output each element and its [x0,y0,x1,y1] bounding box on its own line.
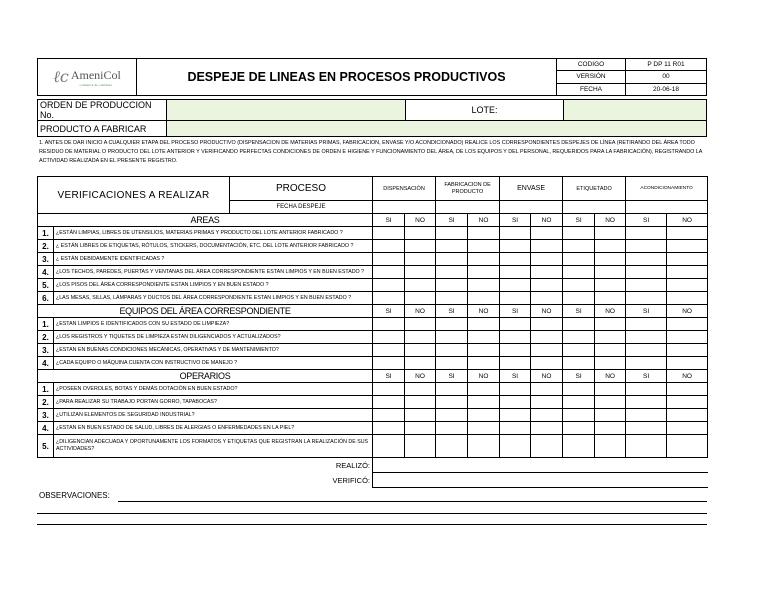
realizo-field[interactable] [373,458,708,473]
si-check-cell[interactable] [563,292,595,305]
item-number: 4. [38,357,54,370]
observaciones-line[interactable] [118,501,707,502]
si-check-cell[interactable] [626,253,667,266]
company-logo [38,60,136,94]
no-check-cell[interactable] [667,383,708,396]
item-question: ¿DILIGENCIAN ADECUADA Y OPORTUNAMENTE LOS FORMATOS Y ETIQUETAS QUE REGISTRAN LA REALIZACIÓN DE SUS ACTIVIDADES? [54,435,373,458]
table-row [38,344,708,357]
si-check-cell[interactable] [563,266,595,279]
no-check-cell[interactable] [667,331,708,344]
si-check-cell[interactable] [500,409,531,422]
item-question: ¿CADA EQUIPO O MÁQUINA CUENTA CON INSTRUCTIVO DE MANEJO ? [54,357,373,370]
stage-acondicionamiento: ACONDICIONAMIENTO [626,177,708,201]
si-check-cell[interactable] [626,344,667,357]
no-check-cell[interactable] [595,357,626,370]
si-header: SI [436,214,468,227]
table-row [38,357,708,370]
si-check-cell[interactable] [626,292,667,305]
no-header: NO [468,305,500,318]
item-number: 4. [38,266,54,279]
section-row [38,305,708,318]
si-check-cell[interactable] [436,344,468,357]
stage-dispensacion: DISPENSACIÓN [373,177,436,201]
fecha-cell[interactable] [563,201,626,214]
si-check-cell[interactable] [500,435,531,458]
no-check-cell[interactable] [531,383,563,396]
item-question: ¿ESTAN EN BUEN ESTADO DE SALUD, LIBRES DE ALERGIAS O ENFERMEDADES EN LA PIEL? [54,422,373,435]
si-check-cell[interactable] [626,240,667,253]
si-header: SI [436,305,468,318]
si-check-cell[interactable] [436,422,468,435]
fecha-cell[interactable] [626,201,708,214]
si-check-cell[interactable] [500,266,531,279]
item-question: ¿LAS MESAS, SILLAS, LÁMPARAS Y DUCTOS DEL ÁREA CORRESPONDIENTE ESTAN LIMPIOS Y EN BUEN ESTADO ? [54,292,373,305]
si-check-cell[interactable] [500,292,531,305]
si-check-cell[interactable] [500,253,531,266]
no-check-cell[interactable] [595,409,626,422]
item-number: 3. [38,253,54,266]
no-check-cell[interactable] [595,435,626,458]
si-check-cell[interactable] [373,357,405,370]
si-check-cell[interactable] [626,396,667,409]
order-info [37,99,707,137]
si-check-cell[interactable] [500,396,531,409]
si-check-cell[interactable] [500,240,531,253]
si-check-cell[interactable] [436,383,468,396]
no-check-cell[interactable] [531,266,563,279]
no-check-cell[interactable] [531,240,563,253]
proceso-header: PROCESO [230,177,373,201]
si-check-cell[interactable] [436,331,468,344]
verifico-row [38,473,708,488]
si-check-cell[interactable] [436,279,468,292]
no-check-cell[interactable] [667,409,708,422]
si-check-cell[interactable] [373,344,405,357]
si-check-cell[interactable] [373,396,405,409]
si-check-cell[interactable] [626,279,667,292]
no-check-cell[interactable] [468,396,500,409]
no-check-cell[interactable] [531,396,563,409]
no-check-cell[interactable] [468,266,500,279]
no-header: NO [667,305,708,318]
si-check-cell[interactable] [626,435,667,458]
si-header: SI [500,305,531,318]
item-question: ¿LOS REGISTROS Y TIQUETES DE LIMPIEZA ESTAN DILIGENCIADOS Y ACTUALIZADOS? [54,331,373,344]
no-check-cell[interactable] [595,383,626,396]
meta-value-codigo: P DP 11 R01 [626,59,707,71]
item-question: ¿ESTAN EN BUENAS CONDICIONES MECÁNICAS, OPERATIVAS Y DE MANTENIMIENTO? [54,344,373,357]
item-question: ¿PARA REALIZAR SU TRABAJO PORTAN GORRO, TAPABOCAS? [54,396,373,409]
no-check-cell[interactable] [405,409,436,422]
table-row [38,435,708,458]
si-header: SI [373,214,405,227]
table-row [38,279,708,292]
no-check-cell[interactable] [595,422,626,435]
table-row [38,318,708,331]
si-check-cell[interactable] [373,253,405,266]
no-check-cell[interactable] [468,344,500,357]
section-title: AREAS [38,214,373,227]
logo-text: AmeniCol [70,67,121,82]
no-check-cell[interactable] [405,279,436,292]
si-check-cell[interactable] [563,279,595,292]
section-row [38,214,708,227]
si-check-cell[interactable] [626,331,667,344]
fecha-despeje-label: FECHA DESPEJE [230,201,373,214]
no-header: NO [468,370,500,383]
si-check-cell[interactable] [563,357,595,370]
item-question: ¿ESTAN LIMPIOS E IDENTIFICADOS CON SU ESTADO DE LIMPIEZA? [54,318,373,331]
verification-table [37,176,708,488]
si-check-cell[interactable] [436,357,468,370]
no-check-cell[interactable] [405,357,436,370]
item-number: 5. [38,279,54,292]
si-check-cell[interactable] [563,318,595,331]
si-check-cell[interactable] [436,227,468,240]
si-check-cell[interactable] [563,396,595,409]
section-row [38,370,708,383]
no-check-cell[interactable] [531,331,563,344]
si-check-cell[interactable] [626,318,667,331]
no-header: NO [595,214,626,227]
no-check-cell[interactable] [595,227,626,240]
orden-field[interactable] [167,100,406,121]
si-check-cell[interactable] [373,240,405,253]
no-check-cell[interactable] [405,383,436,396]
si-check-cell[interactable] [626,422,667,435]
si-check-cell[interactable] [436,396,468,409]
verificaciones-header: VERIFICACIONES A REALIZAR [38,177,230,214]
no-check-cell[interactable] [667,292,708,305]
table-row [38,240,708,253]
si-check-cell[interactable] [500,357,531,370]
orden-label: ORDEN DE PRODUCCION No. [38,100,167,121]
no-check-cell[interactable] [531,253,563,266]
si-check-cell[interactable] [500,279,531,292]
table-row [38,253,708,266]
si-header: SI [373,305,405,318]
no-check-cell[interactable] [595,318,626,331]
no-header: NO [405,370,436,383]
meta-label-version: VERSIÓN [557,71,626,83]
observaciones-label: OBSERVACIONES: [39,491,110,500]
no-check-cell[interactable] [595,344,626,357]
si-check-cell[interactable] [626,357,667,370]
no-check-cell[interactable] [468,240,500,253]
realizo-label: REALIZÓ: [38,458,373,473]
si-check-cell[interactable] [563,422,595,435]
si-check-cell[interactable] [563,383,595,396]
no-check-cell[interactable] [468,253,500,266]
observaciones-line[interactable] [37,524,707,525]
si-check-cell[interactable] [563,344,595,357]
meta-value-version: 00 [626,71,707,83]
no-header: NO [531,370,563,383]
document-header [37,58,707,96]
si-check-cell[interactable] [500,318,531,331]
no-header: NO [405,214,436,227]
observaciones-line[interactable] [37,513,707,514]
si-check-cell[interactable] [563,409,595,422]
si-check-cell[interactable] [436,253,468,266]
si-check-cell[interactable] [373,422,405,435]
item-number: 1. [38,383,54,396]
si-check-cell[interactable] [436,292,468,305]
no-check-cell[interactable] [468,422,500,435]
item-number: 6. [38,292,54,305]
no-check-cell[interactable] [531,292,563,305]
no-check-cell[interactable] [667,318,708,331]
si-check-cell[interactable] [373,383,405,396]
document-title: DESPEJE DE LINEAS EN PROCESOS PRODUCTIVOS [137,59,557,96]
no-check-cell[interactable] [468,357,500,370]
si-header: SI [626,370,667,383]
stage-envase: ENVASE [500,177,563,201]
item-number: 1. [38,227,54,240]
no-check-cell[interactable] [531,344,563,357]
table-row [38,409,708,422]
no-check-cell[interactable] [468,318,500,331]
no-check-cell[interactable] [531,279,563,292]
no-check-cell[interactable] [667,422,708,435]
si-check-cell[interactable] [563,331,595,344]
logo-subtext: cosmetica de confianza [79,82,112,87]
item-number: 2. [38,240,54,253]
item-question: ¿ESTÁN LIMPIAS, LIBRES DE UTENSILIOS, MATERIAS PRIMAS Y PRODUCTO DEL LOTE ANTERIOR FABRICADO ? [54,227,373,240]
no-check-cell[interactable] [468,383,500,396]
no-check-cell[interactable] [468,292,500,305]
si-check-cell[interactable] [436,266,468,279]
si-check-cell[interactable] [500,383,531,396]
no-check-cell[interactable] [531,357,563,370]
no-check-cell[interactable] [595,396,626,409]
no-header: NO [531,305,563,318]
no-header: NO [667,370,708,383]
table-row [38,292,708,305]
si-check-cell[interactable] [436,240,468,253]
no-header: NO [531,214,563,227]
si-header: SI [500,214,531,227]
producto-field[interactable] [167,121,707,137]
fecha-cell[interactable] [500,201,563,214]
instructions-note: 1. ANTES DE DAR INICIO A CUALQUIER ETAPA DEL PROCESO PRODUCTIVO (DISPENSACION DE MATERIAS PRIMAS, FABRICACION, ENVASE Y/O ACONDICIONADO) REALICE LOS CORRESPONDIENTES DESPEJES DE LÍNEA (RETIRANDO DEL ÁREA TODO RESIDUO DE MATERIAL O PRODUCTO DEL LOTE ANTERIOR Y VERIFICANDO PERFECTAS CONDICIONES DE ORDEN E HIGIENE Y FUNCIONAMIENTO DEL ÁREA, DE LOS EQUIPOS Y DEL PERSONAL, REQUERIDOS PARA LA FABRICACIÓN), REGISTRANDO LA ACTIVIDAD REALIZADA EN EL PRESENTE REGISTRO. [39,140,703,164]
no-check-cell[interactable] [595,240,626,253]
no-check-cell[interactable] [595,253,626,266]
item-number: 3. [38,409,54,422]
item-number: 4. [38,422,54,435]
no-check-cell[interactable] [468,331,500,344]
no-check-cell[interactable] [405,396,436,409]
no-check-cell[interactable] [667,240,708,253]
si-check-cell[interactable] [500,331,531,344]
si-check-cell[interactable] [563,240,595,253]
si-header: SI [626,214,667,227]
fecha-cell[interactable] [436,201,500,214]
meta-value-fecha: 20-06-18 [626,83,707,95]
no-check-cell[interactable] [595,266,626,279]
si-header: SI [563,370,595,383]
no-check-cell[interactable] [595,331,626,344]
si-check-cell[interactable] [373,409,405,422]
si-check-cell[interactable] [563,227,595,240]
si-check-cell[interactable] [500,422,531,435]
si-check-cell[interactable] [626,227,667,240]
no-check-cell[interactable] [405,253,436,266]
si-check-cell[interactable] [373,331,405,344]
no-check-cell[interactable] [667,396,708,409]
si-check-cell[interactable] [373,435,405,458]
meta-label-fecha: FECHA [557,83,626,95]
item-question: ¿UTILIZAN ELEMENTOS DE SEGURIDAD INDUSTRIAL? [54,409,373,422]
no-check-cell[interactable] [468,227,500,240]
no-check-cell[interactable] [667,357,708,370]
si-check-cell[interactable] [436,318,468,331]
table-row [38,227,708,240]
si-check-cell[interactable] [500,344,531,357]
item-question: ¿LOS TECHOS, PAREDES, PUERTAS Y VENTANAS DEL ÁREA CORRESPONDIENTE ESTAN LIMPIOS Y EN BUEN ESTADO ? [54,266,373,279]
no-check-cell[interactable] [531,227,563,240]
item-question: ¿LOS PISOS DEL ÁREA CORRESPONDIENTE ESTAN LIMPIOS Y EN BUEN ESTADO ? [54,279,373,292]
no-check-cell[interactable] [405,240,436,253]
logo-mark-icon: ℓc [53,67,69,86]
no-check-cell[interactable] [595,279,626,292]
si-check-cell[interactable] [436,435,468,458]
no-check-cell[interactable] [405,227,436,240]
si-check-cell[interactable] [373,292,405,305]
table-row [38,331,708,344]
section-title: EQUIPOS DEL ÁREA CORRESPONDIENTE [38,305,373,318]
stage-etiquetado: ETIQUETADO [563,177,626,201]
si-check-cell[interactable] [626,383,667,396]
si-check-cell[interactable] [500,227,531,240]
item-number: 1. [38,318,54,331]
no-check-cell[interactable] [667,227,708,240]
no-check-cell[interactable] [667,344,708,357]
fecha-cell[interactable] [373,201,436,214]
table-row [38,266,708,279]
no-header: NO [405,305,436,318]
logo-cell [38,59,137,96]
no-check-cell[interactable] [595,292,626,305]
item-number: 2. [38,396,54,409]
meta-label-codigo: CODIGO [557,59,626,71]
no-check-cell[interactable] [405,266,436,279]
si-header: SI [626,305,667,318]
stage-fabricacion: FABRICACION DE PRODUCTO [436,177,500,201]
si-header: SI [500,370,531,383]
si-check-cell[interactable] [436,409,468,422]
no-check-cell[interactable] [468,409,500,422]
item-number: 3. [38,344,54,357]
si-check-cell[interactable] [373,227,405,240]
lote-label: LOTE: [406,100,564,121]
si-check-cell[interactable] [563,435,595,458]
item-question: ¿ ESTÁN DEBIDAMENTE IDENTIFICADAS ? [54,253,373,266]
si-check-cell[interactable] [373,266,405,279]
no-check-cell[interactable] [667,435,708,458]
verifico-field[interactable] [373,473,708,488]
no-check-cell[interactable] [531,422,563,435]
item-number: 2. [38,331,54,344]
lote-field[interactable] [564,100,707,121]
item-question: ¿ ESTÁN LIBRES DE ETIQUETAS, RÓTULOS, STICKERS, DOCUMENTACIÓN, ETC. DEL LOTE ANTERIOR FABRICADO ? [54,240,373,253]
realizo-row [38,458,708,473]
no-header: NO [595,370,626,383]
no-check-cell[interactable] [405,435,436,458]
si-header: SI [563,305,595,318]
no-check-cell[interactable] [405,422,436,435]
table-row [38,422,708,435]
si-header: SI [373,370,405,383]
no-check-cell[interactable] [531,435,563,458]
si-header: SI [436,370,468,383]
no-check-cell[interactable] [405,292,436,305]
no-check-cell[interactable] [405,318,436,331]
no-header: NO [468,214,500,227]
no-check-cell[interactable] [405,331,436,344]
no-check-cell[interactable] [531,409,563,422]
no-check-cell[interactable] [667,266,708,279]
table-row [38,383,708,396]
no-check-cell[interactable] [667,279,708,292]
section-title: OPERARIOS [38,370,373,383]
no-check-cell[interactable] [468,279,500,292]
table-row [38,396,708,409]
item-number: 5. [38,435,54,458]
producto-label: PRODUCTO A FABRICAR [38,121,167,137]
item-question: ¿POSEEN OVEROLES, BOTAS Y DEMÁS DOTACIÓN EN BUEN ESTADO? [54,383,373,396]
si-check-cell[interactable] [563,253,595,266]
no-header: NO [667,214,708,227]
verifico-label: VERIFICÓ: [38,473,373,488]
si-check-cell[interactable] [626,409,667,422]
si-check-cell[interactable] [373,318,405,331]
no-check-cell[interactable] [405,344,436,357]
no-header: NO [595,305,626,318]
no-check-cell[interactable] [667,253,708,266]
no-check-cell[interactable] [531,318,563,331]
si-check-cell[interactable] [626,266,667,279]
si-check-cell[interactable] [373,279,405,292]
si-header: SI [563,214,595,227]
no-check-cell[interactable] [468,435,500,458]
